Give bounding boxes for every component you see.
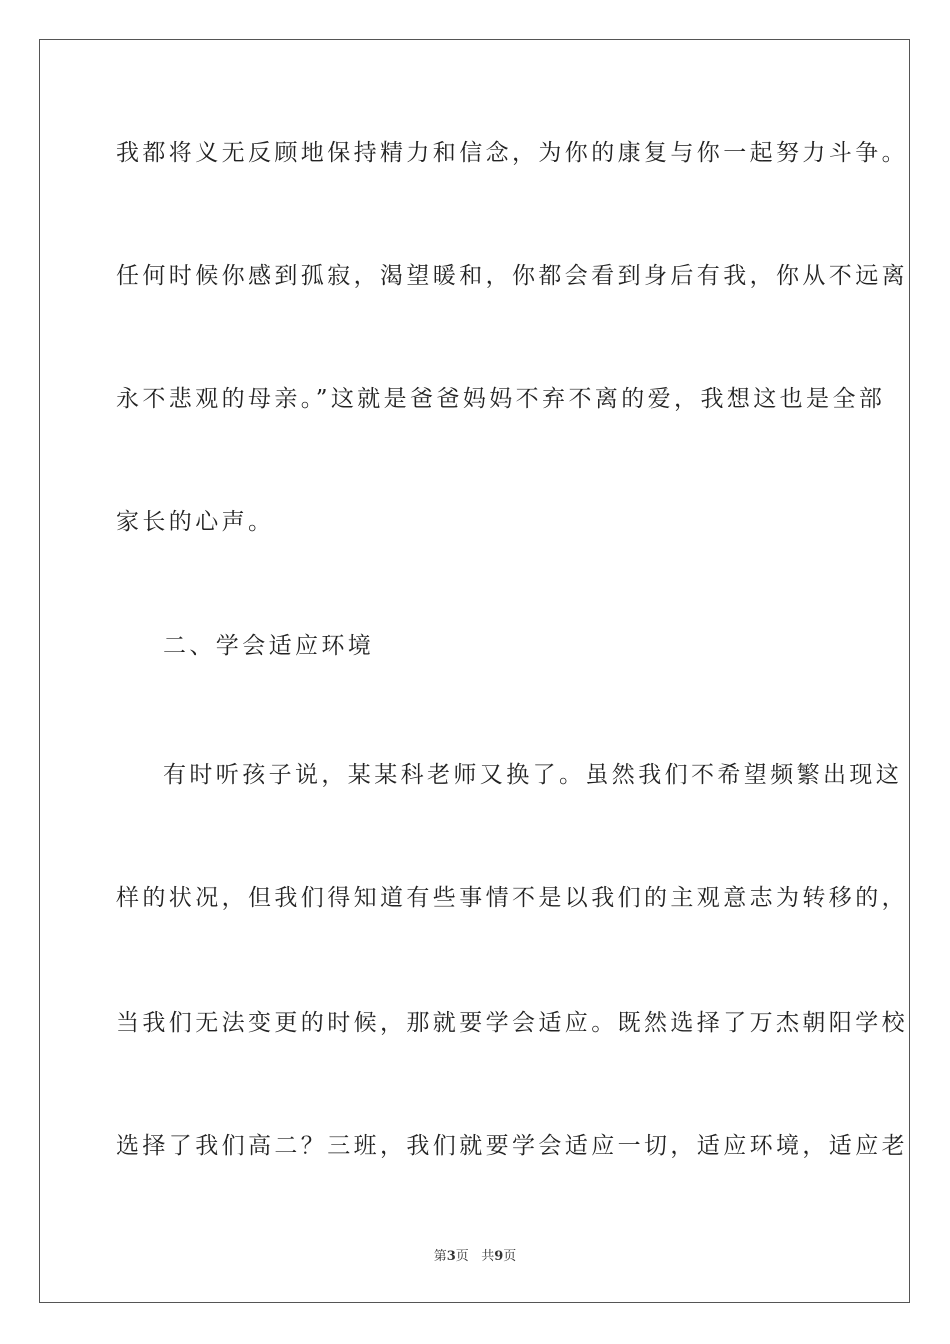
body-line-8: 选择了我们高二？三班，我们就要学会适应一切，适应环境，适应老: [116, 1133, 908, 1159]
footer-page-suffix: 页: [455, 1249, 469, 1264]
page-footer: [0, 1248, 950, 1266]
footer-page-prefix: 第: [433, 1249, 447, 1264]
footer-total-prefix: 共: [481, 1249, 495, 1264]
footer-page-current: 3: [446, 1249, 456, 1264]
body-line-1: 我都将义无反顾地保持精力和信念，为你的康复与你一起努力斗争。: [116, 140, 908, 166]
body-line-2: 任何时候你感到孤寂，渴望暖和，你都会看到身后有我，你从不远离: [116, 263, 908, 289]
body-line-6: 样的状况，但我们得知道有些事情不是以我们的主观意志为转移的，: [116, 885, 908, 911]
footer-page-total: 9: [494, 1249, 504, 1264]
section-heading: 二、学会适应环境: [163, 633, 375, 659]
body-line-7: 当我们无法变更的时候，那就要学会适应。既然选择了万杰朝阳学校: [116, 1010, 908, 1036]
body-line-4: 家长的心声。: [116, 509, 275, 535]
page-border: [39, 39, 910, 1303]
footer-total-suffix: 页: [503, 1249, 517, 1264]
body-line-5: 有时听孩子说，某某科老师又换了。虽然我们不希望频繁出现这: [163, 762, 903, 788]
body-line-3: 永不悲观的母亲。”这就是爸爸妈妈不弃不离的爱，我想这也是全部: [116, 386, 886, 412]
